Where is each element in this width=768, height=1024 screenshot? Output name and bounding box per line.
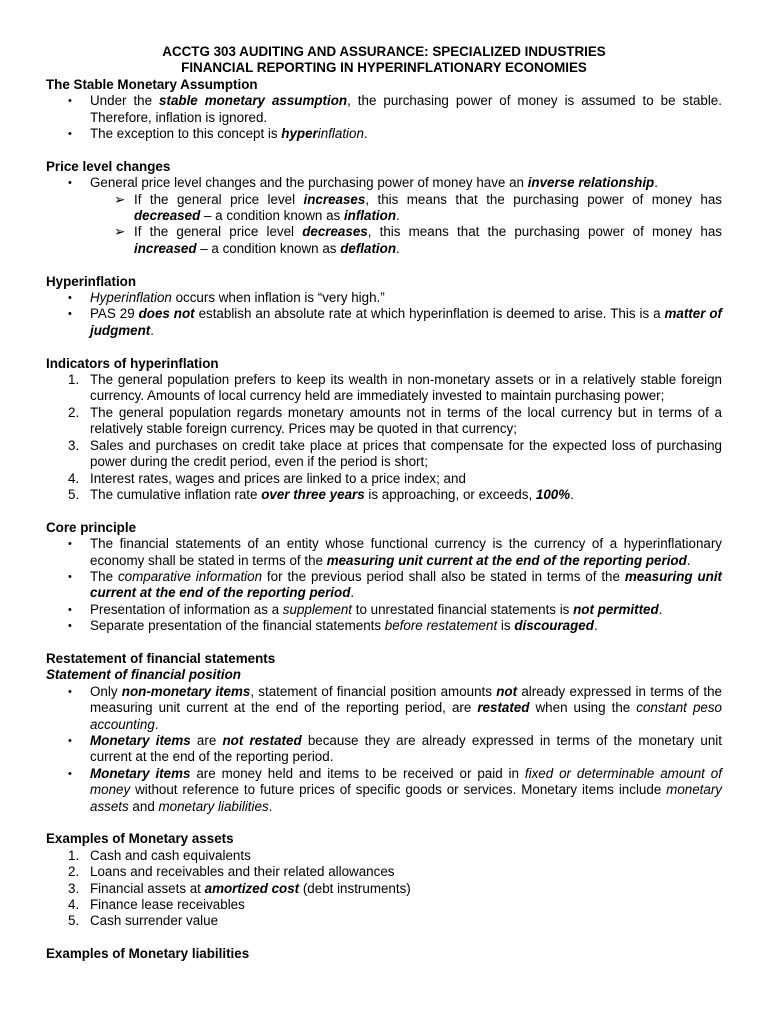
text: already expressed in terms of the measuring unit current at the end of the reporting period, are xyxy=(90,683,723,716)
list-item xyxy=(46,881,722,897)
item-number: 5. xyxy=(68,486,80,502)
emphasis: decreases xyxy=(302,224,368,240)
text: . xyxy=(396,240,400,256)
text: General price level changes and the purchasing power of money have an xyxy=(90,175,528,191)
item-number: 4. xyxy=(68,897,80,913)
italic-text: comparative information xyxy=(117,568,263,584)
section-heading-core-principle: Core principle xyxy=(46,519,137,535)
item-number: 3. xyxy=(68,437,80,453)
text: The financial statements of an entity whose functional currency is the currency of a hyperinflationary economy shall be stated in terms of the xyxy=(90,536,722,568)
core-principle-list xyxy=(46,536,722,634)
text: Separate presentation of the financial statements xyxy=(90,618,385,634)
list-item xyxy=(46,536,722,569)
list-item xyxy=(46,487,722,503)
italic-text: Hyperinflation xyxy=(90,290,172,306)
section-heading-price-level: Price level changes xyxy=(46,158,171,174)
emphasis: not xyxy=(496,683,518,699)
emphasis: hyper xyxy=(281,126,318,142)
text: to unrestated financial statements is xyxy=(352,601,574,617)
text: . xyxy=(268,798,273,814)
emphasis: over three years xyxy=(261,486,365,502)
section-heading-hyperinflation: Hyperinflation xyxy=(46,273,137,289)
text: , this means that the purchasing power of money has xyxy=(365,191,722,207)
arrow-bullet-icon: ➢ xyxy=(114,224,126,240)
text: . xyxy=(150,322,154,338)
item-number: 1. xyxy=(68,847,80,863)
italic-text: monetary assets xyxy=(90,782,722,814)
emphasis: restated xyxy=(477,700,530,716)
text: Finance lease receivables xyxy=(90,897,245,913)
emphasis: inverse relationship xyxy=(527,175,655,191)
italic-text: before restatement xyxy=(384,618,498,634)
hyperinflation-list xyxy=(46,290,722,339)
item-number: 4. xyxy=(68,470,80,486)
italic-text: monetary liabilities xyxy=(158,798,269,814)
price-level-sublist xyxy=(46,192,722,258)
text: Sales and purchases on credit take place at prices that compensate for the expected loss of purchasing power during the credit period, even if the period is short; xyxy=(90,437,722,470)
text: (debt instruments) xyxy=(299,880,411,896)
text: . xyxy=(654,175,658,191)
text: , this means that the purchasing power of money has xyxy=(367,224,722,240)
document-title-line-1: ACCTG 303 AUDITING AND ASSURANCE: SPECIALIZED INDUSTRIES xyxy=(162,44,606,59)
emphasis: not restated xyxy=(222,732,302,748)
text: . xyxy=(593,618,598,634)
emphasis: deflation xyxy=(340,240,396,256)
emphasis: non-monetary items xyxy=(121,683,251,699)
section-heading-monetary-assets: Examples of Monetary assets xyxy=(46,831,234,847)
text: – a condition known as xyxy=(196,240,341,256)
item-number: 2. xyxy=(68,864,80,880)
italic-text: constant peso accounting xyxy=(90,700,722,732)
text: PAS 29 xyxy=(90,306,139,322)
emphasis: discouraged xyxy=(514,618,594,634)
list-item xyxy=(46,618,722,634)
text: . xyxy=(396,208,400,224)
text: The xyxy=(90,568,118,584)
text: are xyxy=(190,732,223,748)
item-number: 1. xyxy=(68,372,80,388)
list-item xyxy=(46,864,722,880)
text: Under the xyxy=(90,93,160,109)
restatement-list xyxy=(46,684,722,815)
text: The general population regards monetary amounts not in terms of the local currency but in terms of a relatively stable foreign currency. Prices may be quoted in that currency; xyxy=(90,404,722,437)
emphasis: inflation xyxy=(343,208,397,224)
emphasis: matter of judgment xyxy=(90,306,723,338)
emphasis: stable monetary assumption xyxy=(159,93,348,109)
list-item xyxy=(46,438,722,471)
stable-monetary-list xyxy=(46,93,722,142)
text: The cumulative inflation rate xyxy=(90,486,262,502)
document-title-line-2: FINANCIAL REPORTING IN HYPERINFLATIONARY ECONOMIES xyxy=(181,60,587,76)
list-item xyxy=(46,306,722,339)
monetary-assets-list xyxy=(46,848,722,930)
text: . xyxy=(658,601,663,617)
emphasis: not permitted xyxy=(573,601,659,617)
text: If the general price level xyxy=(134,191,304,207)
text: The general population prefers to keep its wealth in non-monetary assets or in a relatively stable foreign currency. Amounts of local currency held are immediately invested to maintain purchasing power; xyxy=(90,372,722,404)
emphasis: amortized cost xyxy=(204,880,300,896)
text: Only xyxy=(90,683,122,699)
text: are money held and items to be received or paid in xyxy=(190,765,525,781)
text: . xyxy=(350,585,355,601)
italic-text: fixed or determinable amount of money xyxy=(90,765,722,798)
subheading-financial-position: Statement of financial position xyxy=(46,667,241,683)
indicators-list xyxy=(46,372,722,503)
text: Presentation of information as a xyxy=(90,601,283,617)
list-item xyxy=(46,175,722,191)
text: . xyxy=(686,552,691,568)
list-item xyxy=(46,372,722,405)
list-item xyxy=(46,192,722,225)
text: The exception to this concept is xyxy=(90,126,282,142)
text: Loans and receivables and their related allowances xyxy=(90,864,395,880)
arrow-bullet-icon: ➢ xyxy=(114,191,126,207)
text: . xyxy=(363,126,368,142)
list-item xyxy=(46,224,722,257)
text: , the purchasing power of money is assumed to be stable. Therefore, inflation is ignored. xyxy=(90,93,722,125)
text: when using the xyxy=(529,700,637,716)
section-heading-restatement: Restatement of financial statements xyxy=(46,650,276,666)
text: and xyxy=(128,798,159,814)
list-item xyxy=(46,405,722,438)
list-item xyxy=(46,913,722,929)
section-heading-indicators: Indicators of hyperinflation xyxy=(46,355,219,371)
list-item xyxy=(46,848,722,864)
emphasis: decreased xyxy=(134,208,201,224)
list-item xyxy=(46,126,722,142)
emphasis: measuring unit current at the end of the reporting period xyxy=(90,568,723,601)
text: occurs when inflation is “very high.” xyxy=(171,290,385,306)
item-number: 5. xyxy=(68,913,80,929)
emphasis: measuring unit current at the end of the reporting period xyxy=(326,552,687,568)
list-item xyxy=(46,897,722,913)
text: Financial assets at xyxy=(90,880,205,896)
text: because they are already expressed in terms of the monetary unit current at the end of the reporting period. xyxy=(90,732,722,765)
text: establish an absolute rate at which hyperinflation is deemed to arise. This is a xyxy=(194,306,665,322)
text: , statement of financial position amounts xyxy=(250,683,497,699)
list-item xyxy=(46,766,722,815)
text: is xyxy=(497,618,515,634)
emphasis: increased xyxy=(134,240,197,256)
list-item xyxy=(46,290,722,306)
emphasis: 100% xyxy=(535,486,571,502)
italic-text: supplement xyxy=(282,601,353,617)
italic-text: inflation xyxy=(317,126,364,142)
list-item xyxy=(46,471,722,487)
text: for the previous period shall also be stated in terms of the xyxy=(262,568,625,584)
text: If the general price level xyxy=(134,224,303,240)
list-item xyxy=(46,733,722,766)
text: without reference to future prices of specific goods or services. Monetary items include xyxy=(130,782,667,798)
text: Cash and cash equivalents xyxy=(90,847,251,863)
item-number: 3. xyxy=(68,880,80,896)
emphasis: Monetary items xyxy=(90,732,191,748)
list-item xyxy=(46,602,722,618)
list-item xyxy=(46,684,722,733)
text: Cash surrender value xyxy=(90,913,219,929)
text: . xyxy=(154,716,159,732)
list-item xyxy=(46,569,722,602)
emphasis: increases xyxy=(303,191,366,207)
text: . xyxy=(570,486,574,502)
text: – a condition known as xyxy=(200,208,344,224)
section-heading-monetary-liabilities: Examples of Monetary liabilities xyxy=(46,946,250,962)
item-number: 2. xyxy=(68,404,80,420)
emphasis: Monetary items xyxy=(90,765,191,781)
price-level-list xyxy=(46,175,722,191)
list-item xyxy=(46,93,722,126)
emphasis: does not xyxy=(138,306,195,322)
text: is approaching, or exceeds, xyxy=(364,486,536,502)
text: Interest rates, wages and prices are linked to a price index; and xyxy=(90,470,466,486)
section-heading-stable-monetary: The Stable Monetary Assumption xyxy=(46,76,258,92)
